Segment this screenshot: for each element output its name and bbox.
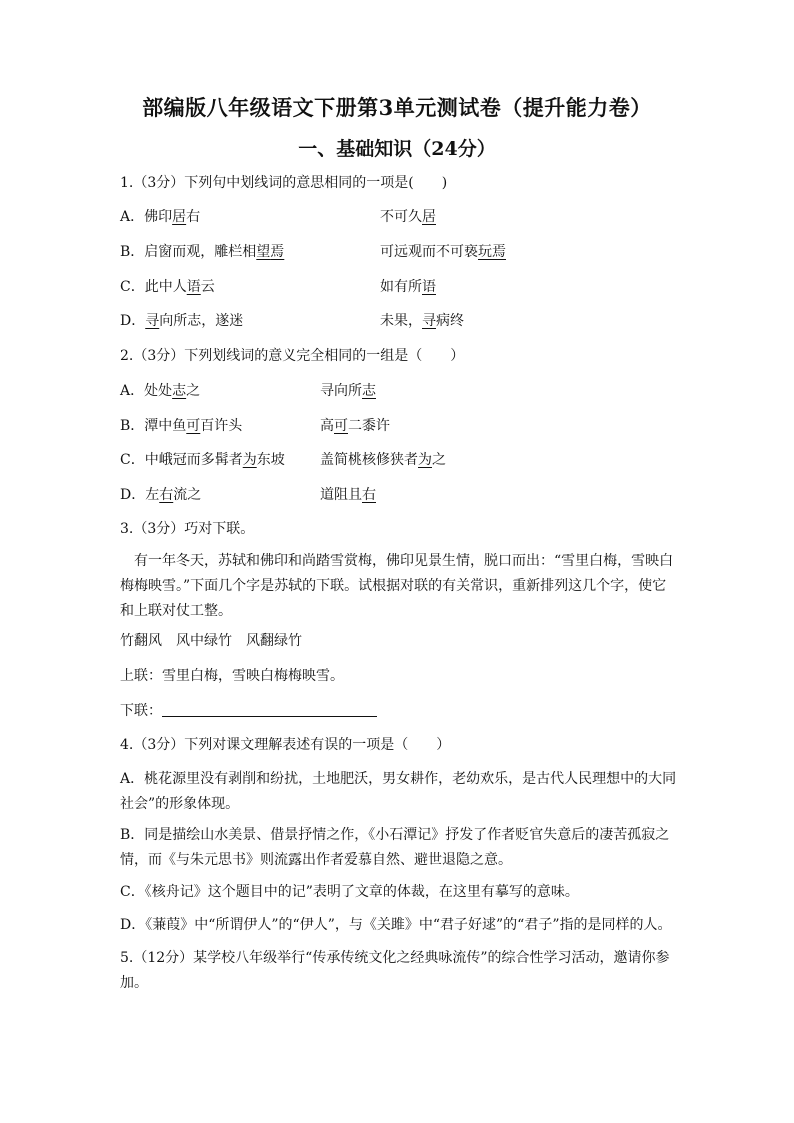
q3-lower-couplet: 下联： xyxy=(120,700,377,722)
answer-blank[interactable] xyxy=(162,702,377,717)
q4-option-d: D．《蒹葭》中“所谓伊人”的“伊人”，与《关雎》中“君子好逑”的“君子”指的是同样的人。 xyxy=(120,917,672,933)
q1-option-b-left: B．启窗而观，雕栏相望焉 xyxy=(120,244,285,260)
q5-stem: 5.（12分）某学校八年级举行“传承传统文化之经典咏流传”的综合性学习活动，邀请你参加。 xyxy=(120,950,670,991)
q3-stem: 3.（3分）巧对下联。 xyxy=(120,521,255,537)
q4-option-a: A．桃花源里没有剥削和纷扰，土地肥沃，男女耕作，老幼欢乐，是古代人民理想中的大同社会”的形象体现。 xyxy=(120,771,677,812)
q2-option-a-left: A．处处志之 xyxy=(120,383,201,399)
section-heading: 一、基础知识（24分） xyxy=(298,138,496,160)
q2-option-c-right: 盖简桃核修狭者为之 xyxy=(320,452,446,468)
q4-option-c: C．《核舟记》这个题目中的记”表明了文章的体裁，在这里有摹写的意味。 xyxy=(120,884,579,900)
q2-option-d-left: D．左右流之 xyxy=(120,487,202,503)
q3-upper-couplet: 上联：雪里白梅，雪映白梅梅映雪。 xyxy=(120,668,344,684)
q2-option-c-left: C．中峨冠而多髯者为东坡 xyxy=(120,452,285,468)
q1-stem: 1.（3分）下列句中划线词的意思相同的一项是( ) xyxy=(120,175,448,191)
q1-option-a-left: A．佛印居右 xyxy=(120,209,201,225)
page-title: 部编版八年级语文下册第3单元测试卷（提升能力卷） xyxy=(142,95,652,120)
q4-option-b: B．同是描绘山水美景、借景抒情之作，《小石潭记》抒发了作者贬官失意后的凄苦孤寂之情，而《与朱元思书》则流露出作者爱慕自然、避世退隐之意。 xyxy=(120,827,670,868)
q2-option-b-right: 高可二黍许 xyxy=(320,418,390,434)
q4-stem: 4.（3分）下列对课文理解表述有误的一项是（ ） xyxy=(120,737,451,753)
q2-option-d-right: 道阻且右 xyxy=(320,487,376,503)
q2-option-b-left: B．潭中鱼可百许头 xyxy=(120,418,243,434)
q3-paragraph: 有一年冬天，苏轼和佛印和尚踏雪赏梅，佛印见景生情，脱口而出：“雪里白梅，雪映白梅梅映雪。”下面几个字是苏轼的下联。试根据对联的有关常识，重新排列这几个字，使它和上联对仗工整。 xyxy=(120,553,674,619)
q3-words: 竹翻风 风中绿竹 风翻绿竹 xyxy=(120,633,302,649)
q1-option-c-left: C．此中人语云 xyxy=(120,279,215,295)
q2-option-a-right: 寻向所志 xyxy=(320,383,376,399)
q1-option-c-right: 如有所语 xyxy=(380,279,436,295)
q2-stem: 2.（3分）下列划线词的意义完全相同的一组是（ ） xyxy=(120,348,465,364)
q1-option-b-right: 可远观而不可亵玩焉 xyxy=(380,244,506,260)
q1-option-d-left: D．寻向所志，遂迷 xyxy=(120,313,244,329)
q1-option-d-right: 未果，寻病终 xyxy=(380,313,464,329)
q1-option-a-right: 不可久居 xyxy=(380,209,436,225)
